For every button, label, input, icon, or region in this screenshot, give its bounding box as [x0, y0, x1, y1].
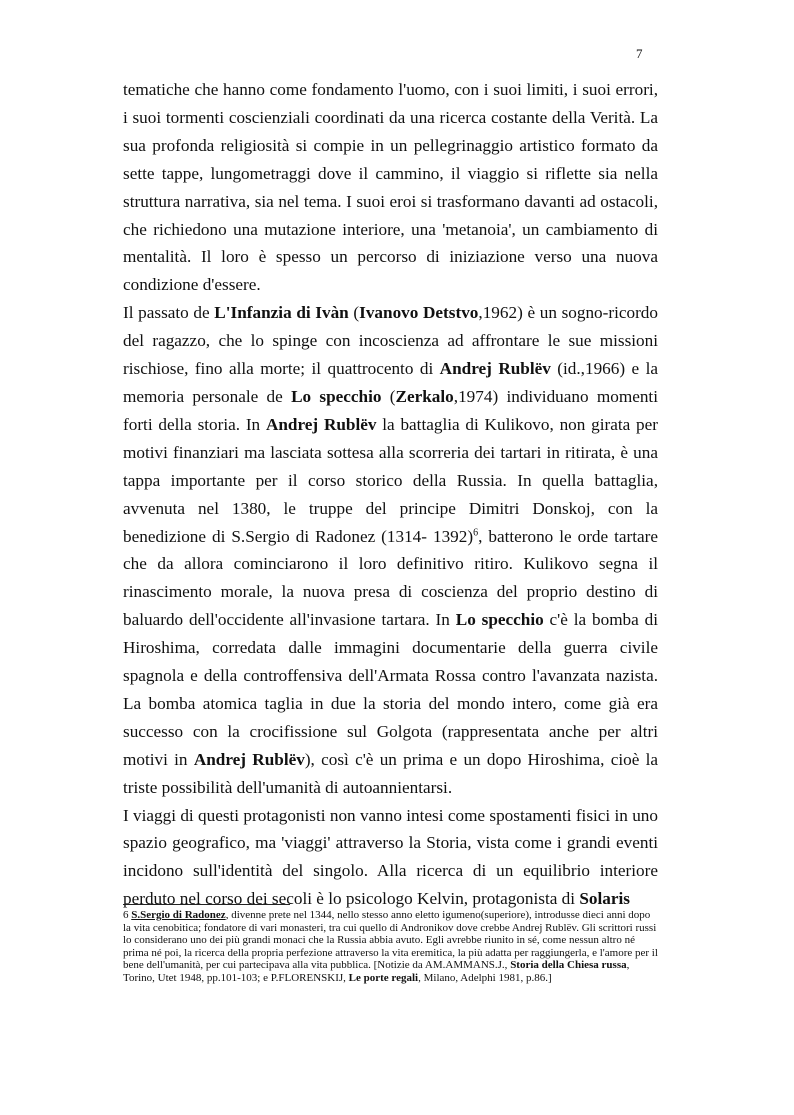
book-title: Storia della Chiesa russa — [510, 959, 627, 972]
film-title: Lo specchio — [455, 610, 544, 630]
paragraph-3: I viaggi di questi protagonisti non vanno intesi come spostamenti fisici in uno spazio geografico, ma 'viaggi' attraverso la Storia, vista come i grandi eventi incidono sull'identità del singolo. Alla ricerca di un equilibrio interiore perduto nel corso dei secoli è lo psicologo Kelvin, protagonista di Solaris — [123, 805, 658, 909]
paragraph-1: tematiche che hanno come fondamento l'uomo, con i suoi limiti, i suoi errori, i suoi tormenti coscienziali coordinati da una ricerca costante della Verità. La sua profonda religiosità si compie in un pellegrinaggio artistico formato da sette tappe, lungometraggi dove il cammino, il viaggio si riflette sia nella struttura narrativa, sia nel tema. I suoi eroi si trasformano davanti ad ostacoli, che richiedono una mutazione interiore, una 'metanoia', un cambiamento di mentalità. Il loro è spesso un percorso di iniziazione verso una nuova condizione d'essere. — [123, 80, 658, 295]
paragraph-2: Il passato de L'Infanzia di Ivàn (Ivanovo Detstvo,1962) è un sogno-ricordo del ragazzo, che lo spinge con incoscienza ad affrontare le sue missioni rischiose, fino alla morte; il quattrocento di Andrej Rublëv (id.,1966) e la memoria personale de Lo specchio (Zerkalo,1974) individuano momenti forti della storia. In Andrej Rublëv la battaglia di Kulikovo, non girata per motivi finanziari ma lasciata sottesa alla scorreria dei tartari in ritirata, è una tappa importante per il corso storico della Russia. In quella battaglia, avvenuta nel 1380, le truppe del principe Dimitri Donskoj, con la benedizione di S.Sergio di Radonez (1314- 1392)$^6$, batterono le orde tartare che da allora cominciarono il loro definitivo ritiro. Kulikovo segna il rinascimento morale, la nuova presa di coscienza del proprio destino di baluardo dell'occidente all'invasione tartara. In Lo specchio c'è la bomba di Hiroshima, corredata dalle immagini documentarie della guerra civile spagnola e della controffensiva dell'Armata Rossa contro l'avanzata nazista. La bomba atomica taglia in due la storia del mondo intero, come già era successo con la crocifissione sul Golgota (rappresentata anche per altri motivi in Andrej Rublëv), così c'è un prima e un dopo Hiroshima, cioè la triste possibilità dell'umanità di autoannientarsi. — [123, 303, 659, 797]
film-title: Solaris — [579, 889, 630, 909]
film-title: Andrej Rublëv — [193, 749, 305, 769]
film-title: Andrej Rublëv — [265, 414, 377, 434]
film-original-title: Ivanovo Detstvo — [359, 303, 479, 323]
footnote-reference: S.Sergio di Radonez — [131, 909, 226, 921]
book-title: Le porte regali — [348, 971, 419, 984]
footnote-number: 6 — [123, 909, 132, 921]
film-title: Lo specchio — [291, 386, 382, 406]
film-original-title: Zerkalo — [395, 386, 454, 406]
page-number: 7 — [636, 46, 643, 61]
body-text — [123, 76, 658, 913]
footnote: 6 S.Sergio di Radonez, divenne prete nel 1344, nello stesso anno eletto igumeno(superiore), introdusse dieci anni dopo la vita cenobitica; fondatore di vari monasteri, tra cui quello di Andronikov dove crebbe Andrej Rublëv. Gli scrittori russi lo considerano uno dei più grandi monaci che la Russia abbia avuto. Egli avrebbe riunito in sé, come nessun altro né prima né poi, la ricerca della propria perfezione attraverso la vita eremitica, la più adatta per raggiungerla, e l'amore per il bene dell'umanità, per cui partecipava alla vita pubblica. [Notizie da AM.AMMANS.J., Storia della Chiesa russa, Torino, Utet 1948, pp.101-103; e P.FLORENSKIJ, Le porte regali, Milano, Adelphi 1981, p.86.] — [123, 909, 658, 984]
footnote-marker[interactable]: 6 — [473, 526, 479, 538]
footnote-divider — [123, 904, 290, 905]
film-title: L'Infanzia di Ivàn — [214, 303, 349, 323]
film-title: Andrej Rublëv — [439, 359, 551, 379]
